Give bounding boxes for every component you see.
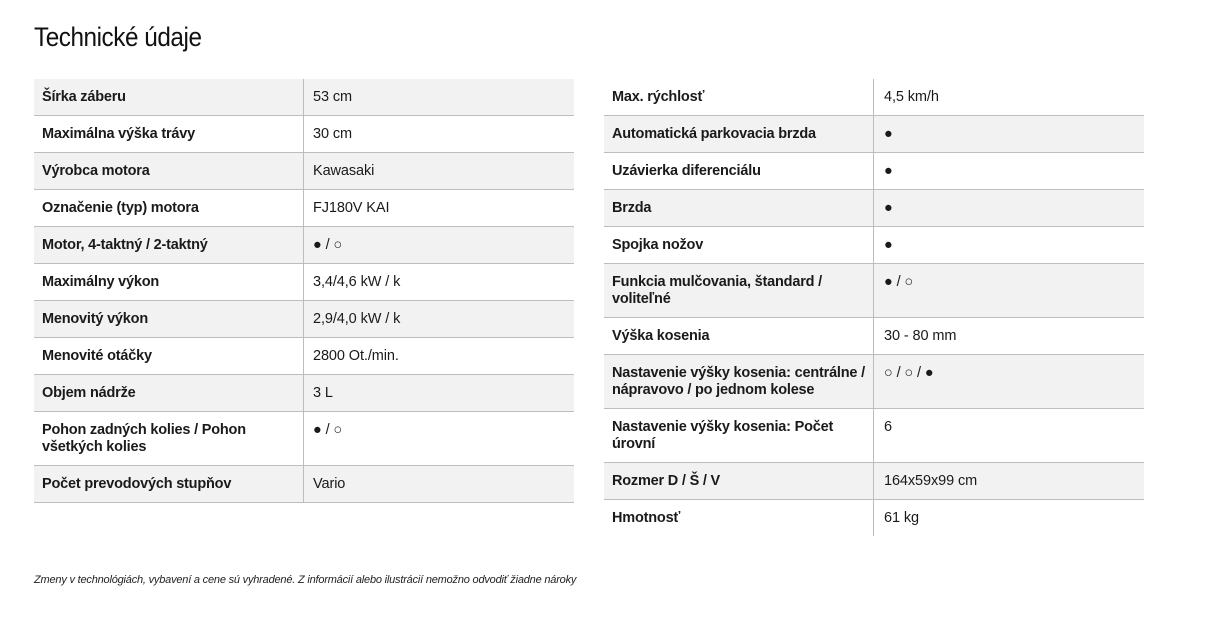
spec-label: Max. rýchlosť: [604, 79, 874, 115]
table-row: [34, 264, 574, 301]
spec-value: ●: [884, 237, 893, 253]
spec-label: Pohon zadných kolies / Pohon všetkých kolies: [34, 412, 304, 465]
spec-label: Motor, 4-taktný / 2-taktný: [34, 227, 304, 263]
table-row: [604, 500, 1144, 536]
spec-label: Rozmer D / Š / V: [604, 463, 874, 499]
spec-value: 4,5 km/h: [884, 89, 939, 105]
table-row: [34, 301, 574, 338]
table-row: [34, 466, 574, 503]
table-row: [604, 227, 1144, 264]
table-row: [604, 355, 1144, 409]
table-row: [34, 375, 574, 412]
spec-table-left: [34, 79, 574, 503]
spec-label: Označenie (typ) motora: [34, 190, 304, 226]
spec-value: 2,9/4,0 kW / k: [313, 311, 401, 327]
spec-label: Maximálny výkon: [34, 264, 304, 300]
spec-value: ● / ○: [313, 422, 343, 438]
spec-value: 2800 Ot./min.: [313, 348, 399, 364]
spec-label: Výrobca motora: [34, 153, 304, 189]
spec-label: Výška kosenia: [604, 318, 874, 354]
spec-value: ●: [884, 163, 893, 179]
spec-label: Hmotnosť: [604, 500, 874, 536]
table-row: [604, 79, 1144, 116]
spec-value: 61 kg: [884, 510, 919, 526]
spec-label: Automatická parkovacia brzda: [604, 116, 874, 152]
table-row: [604, 116, 1144, 153]
table-row: [604, 318, 1144, 355]
table-row: [34, 153, 574, 190]
page-title: Technické údaje: [34, 22, 202, 52]
disclaimer-footnote: Zmeny v technológiách, vybavení a cene sú vyhradené. Z informácií alebo ilustrácií nemožno odvodiť žiadne nároky: [34, 574, 577, 586]
spec-label: Objem nádrže: [34, 375, 304, 411]
spec-value: 164x59x99 cm: [884, 473, 978, 489]
spec-label: Menovitý výkon: [34, 301, 304, 337]
spec-label: Funkcia mulčovania, štandard / voliteľné: [604, 264, 874, 317]
spec-label: Nastavenie výšky kosenia: centrálne / nápravovo / po jednom kolese: [604, 355, 874, 408]
spec-label: Uzávierka diferenciálu: [604, 153, 874, 189]
spec-table-right: [604, 79, 1144, 536]
table-row: [604, 264, 1144, 318]
table-row: [34, 412, 574, 466]
table-row: [34, 190, 574, 227]
table-row: [34, 79, 574, 116]
table-row: [34, 338, 574, 375]
table-row: [34, 227, 574, 264]
spec-label: Spojka nožov: [604, 227, 874, 263]
spec-label: Menovité otáčky: [34, 338, 304, 374]
spec-value: 3 L: [313, 385, 333, 401]
spec-value: ●: [884, 126, 893, 142]
spec-value: ○ / ○ / ●: [884, 365, 934, 381]
spec-value: 30 - 80 mm: [884, 328, 957, 344]
spec-value: ● / ○: [313, 237, 343, 253]
table-row: [604, 463, 1144, 500]
spec-label: Počet prevodových stupňov: [34, 466, 304, 502]
spec-label: Maximálna výška trávy: [34, 116, 304, 152]
spec-value: 53 cm: [313, 89, 352, 105]
spec-value: 3,4/4,6 kW / k: [313, 274, 401, 290]
spec-value: 30 cm: [313, 126, 352, 142]
spec-value: Kawasaki: [313, 163, 375, 179]
spec-value: 6: [884, 419, 892, 435]
table-row: [34, 116, 574, 153]
spec-label: Šírka záberu: [34, 79, 304, 115]
spec-value: ● / ○: [884, 274, 914, 290]
spec-label: Nastavenie výšky kosenia: Počet úrovní: [604, 409, 874, 462]
spec-value: ●: [884, 200, 893, 216]
spec-value: Vario: [313, 476, 346, 492]
spec-value: FJ180V KAI: [313, 200, 390, 216]
table-row: [604, 190, 1144, 227]
table-row: [604, 409, 1144, 463]
table-row: [604, 153, 1144, 190]
spec-label: Brzda: [604, 190, 874, 226]
